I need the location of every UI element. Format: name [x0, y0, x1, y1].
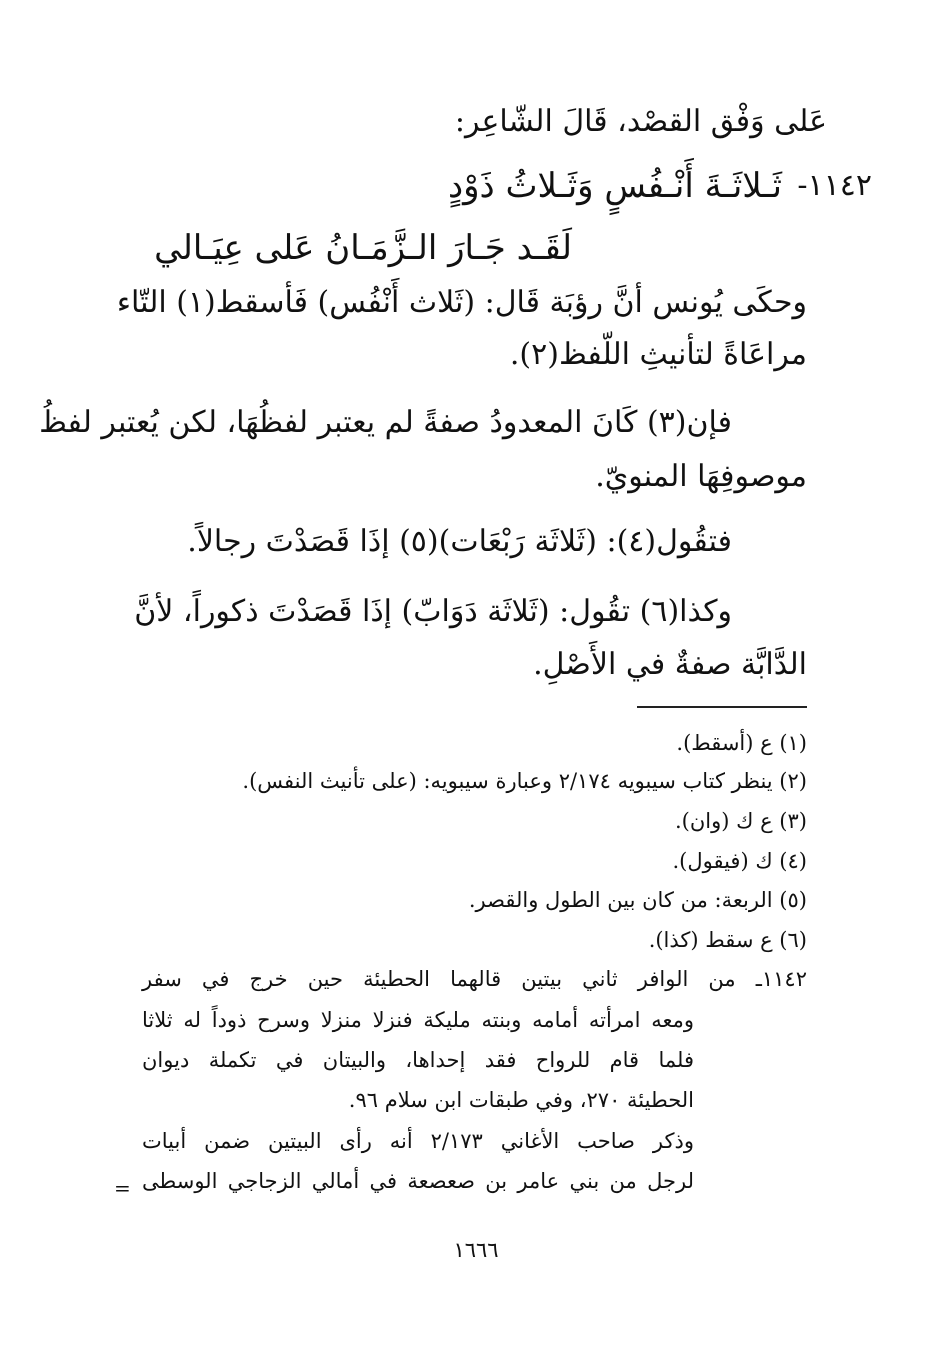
paragraph-2-line-2: موصوفِهَا المنويّ.: [595, 459, 807, 494]
paragraph-3-line-1: فتقُول(٤): (ثَلاثَة رَبْعَات)(٥) إذَا قَصَدْتَ رجالاً.: [187, 524, 732, 559]
commentary-line-1: ١١٤٢ـ من الوافر ثاني بيتين قالهما الحطيئة حين خرج في سفر: [142, 967, 807, 991]
footnote-separator: [637, 706, 807, 708]
paragraph-1-line-1: وحكَى يُونس أنَّ رؤبَة قَال: (ثَلاث أَنْفُس) فَأسقط(١) التّاء: [116, 285, 807, 320]
verse-number: ١١٤٢-: [797, 168, 872, 203]
paragraph-1-line-2: مراعَاةً لتأنيثِ اللّفظ(٢).: [509, 337, 807, 372]
footnote-5: (٥) الربعة: من كان بين الطول والقصر.: [468, 888, 807, 912]
commentary-line-4: الحطيئة ٢٧٠، وفي طبقات ابن سلام ٩٦.: [348, 1088, 694, 1112]
paragraph-4-line-2: الدَّابَّة صفةٌ في الأَصْلِ.: [533, 647, 807, 682]
intro-line: عَلى وَفْق القصْد، قَالَ الشّاعِر:: [454, 104, 827, 139]
footnote-2: (٢) ينظر كتاب سيبويه ٢/١٧٤ وعبارة سيبويه: (على تأنيث النفس).: [242, 769, 807, 793]
continuation-mark: =: [114, 1176, 131, 1200]
page-number: ١٦٦٦: [453, 1238, 499, 1262]
paragraph-4-line-1: وكذا(٦) تقُول: (ثَلاثَة دَوَابّ) إذَا قَصَدْتَ ذكوراً، لأنَّ: [134, 594, 732, 629]
footnote-3: (٣) ع ك (وان).: [674, 809, 807, 833]
commentary-line-2: ومعه امرأته أمامه وبنته مليكة فنزلا منزلا وسرح ذوداً له ثلاثا: [142, 1008, 694, 1032]
commentary-line-6: لرجل من بني عامر بن صعصعة في أمالي الزجاجي الوسطى: [142, 1169, 694, 1193]
commentary-line-3: فلما قام للرواح فقد إحداها، والبيتان في تكملة ديوان: [142, 1048, 694, 1072]
commentary-line-5: وذكر صاحب الأغاني ٢/١٧٣ أنه رأى البيتين ضمن أبيات: [142, 1129, 694, 1153]
footnote-1: (١) ع (أسقط).: [676, 731, 807, 755]
verse-hemistich-first: ثَـلاثَـةَ أَنْـفُسٍ وَثَـلاثُ ذَوْدٍ: [447, 166, 782, 206]
verse-hemistich-second: لَقَـد جَـارَ الـزَّمَـانُ عَلى عِيَـالي: [154, 228, 572, 268]
footnote-4: (٤) ك (فيقول).: [672, 849, 807, 873]
paragraph-2-line-1: فإن(٣) كَانَ المعدودُ صفةً لم يعتبر لفظُهَا، لكن يُعتبر لفظُ: [39, 405, 732, 440]
footnote-6: (٦) ع سقط (كذا).: [648, 928, 807, 952]
